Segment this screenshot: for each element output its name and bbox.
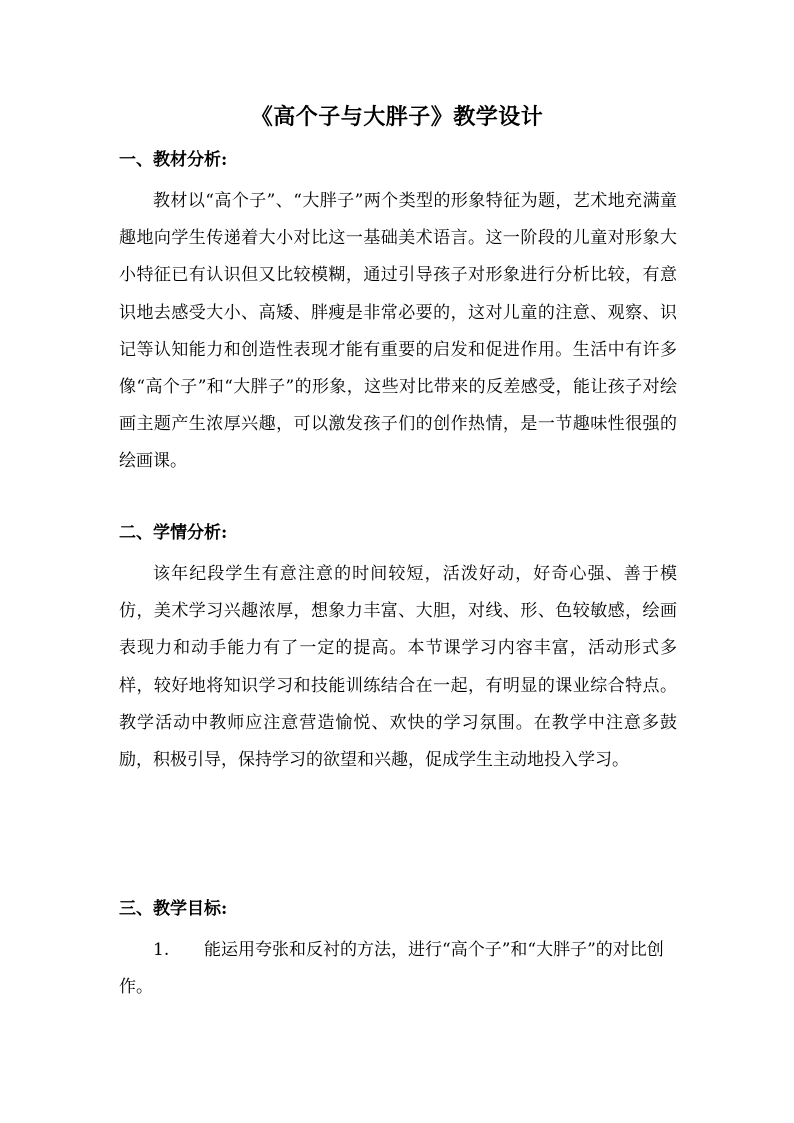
student-analysis-paragraph: 该年纪段学生有意注意的时间较短，活泼好动，好奇心强、善于模仿，美术学习兴趣浓厚，想象力丰富、大胆，对线、形、色较敏感，绘画表现力和动手能力有了一定的提高。本节课学习内容丰富，活动形式多样，较好地将知识学习和技能训练结合在一起，有明显的课业综合特点。教学活动中教师应注意营造愉悦、欢快的学习氛围。在教学中注意多鼓励，积极引导，保持学习的欲望和兴趣，促成学生主动地投入学习。 xyxy=(119,564,677,771)
goal-number: 1. xyxy=(153,940,170,960)
goal-text: 能运用夸张和反衬的方法，进行“高个子”和“大胖子”的对比创作。 xyxy=(119,940,664,997)
teaching-goal-item xyxy=(119,932,677,1006)
textbook-analysis-paragraph: 教材以“高个子”、“大胖子”两个类型的形象特征为题，艺术地充满童趣地向学生传递着大小对比这一基础美术语言。这一阶段的儿童对形象大小特征已有认识但又比较模糊，通过引导孩子对形象进行分析比较，有意识地去感受大小、高矮、胖瘦是非常必要的，这对儿童的注意、观察、识记等认知能力和创造性表现才能有重要的启发和促进作用。生活中有许多像“高个子”和“大胖子”的形象，这些对比带来的反差感受，能让孩子对绘画主题产生浓厚兴趣，可以激发孩子们的创作热情，是一节趣味性很强的绘画课。 xyxy=(119,191,677,472)
document-title: 《高个子与大胖子》教学设计 xyxy=(250,104,544,130)
section-heading-student-analysis: 二、学情分析: xyxy=(119,523,228,543)
section-heading-teaching-goals: 三、教学目标: xyxy=(119,899,228,919)
section-heading-textbook-analysis: 一、教材分析: xyxy=(119,150,228,170)
